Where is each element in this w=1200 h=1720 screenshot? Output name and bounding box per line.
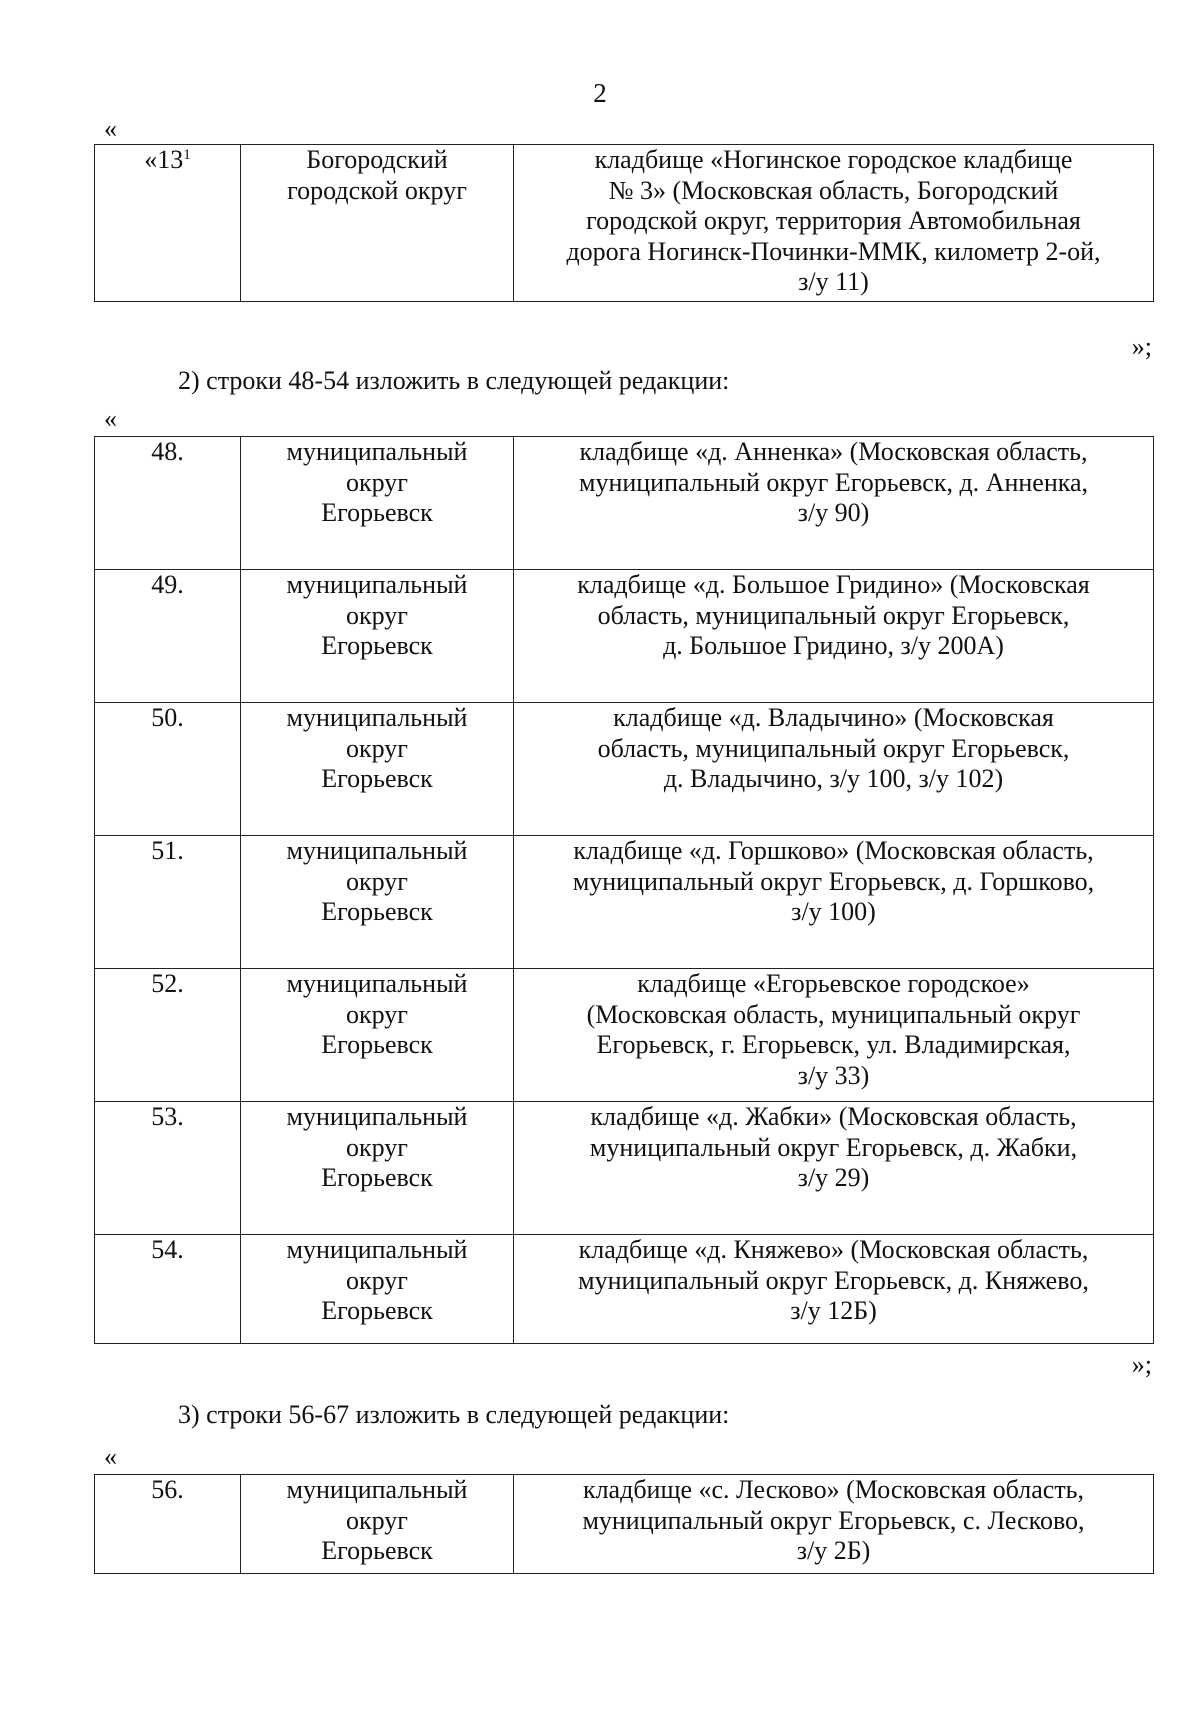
open-quote: « (104, 404, 117, 433)
table-row (95, 969, 1154, 1102)
district-cell: муниципальный округ Егорьевск (241, 570, 514, 703)
district-cell: муниципальный округ Егорьевск (241, 1475, 514, 1574)
row-number-superscript: 1 (183, 147, 191, 163)
row-number: 51. (95, 836, 241, 969)
district-cell: муниципальный округ Егорьевск (241, 1102, 514, 1235)
cemetery-description: кладбище «д. Владычино» (Московская область, муниципальный округ Егорьевск, д. Владычино, з/у 100, з/у 102) (514, 703, 1154, 836)
row-number: 56. (95, 1475, 241, 1574)
row-number: 50. (95, 703, 241, 836)
row-number: 53. (95, 1102, 241, 1235)
row-number: «$13^1$ (95, 145, 241, 302)
open-quote: « (104, 1442, 117, 1471)
district-cell: муниципальный округ Егорьевск (241, 1235, 514, 1344)
district-cell: муниципальный округ Егорьевск (241, 703, 514, 836)
table-row (95, 1475, 1154, 1574)
instruction-2: 2) строки 48-54 изложить в следующей редакции: (178, 366, 730, 395)
page-number: 2 (593, 78, 607, 108)
table-row (95, 1102, 1154, 1235)
row-number: 49. (95, 570, 241, 703)
table-section-3 (94, 1474, 1154, 1574)
table-section-1 (94, 144, 1154, 302)
close-quote: »; (1131, 1350, 1152, 1379)
cemetery-description: кладбище «д. Большое Гридино» (Московская область, муниципальный округ Егорьевск, д. Большое Гридино, з/у 200А) (514, 570, 1154, 703)
table-row (95, 703, 1154, 836)
table-row (95, 145, 1154, 302)
cemetery-description: кладбище «Ногинское городское кладбище № 3» (Московская область, Богородский городской округ, территория Автомобильная дорога Ногинск-Починки-ММК, километр 2-ой, з/у 11) (514, 145, 1154, 302)
district-cell: муниципальный округ Егорьевск (241, 969, 514, 1102)
table-row (95, 570, 1154, 703)
cemetery-description: кладбище «д. Жабки» (Московская область, муниципальный округ Егорьевск, д. Жабки, з/у 29) (514, 1102, 1154, 1235)
row-number: 54. (95, 1235, 241, 1344)
close-quote: »; (1131, 332, 1152, 361)
table-row (95, 836, 1154, 969)
district-cell: Богородский городской округ (241, 145, 514, 302)
instruction-3: 3) строки 56-67 изложить в следующей редакции: (178, 1400, 730, 1429)
open-quote: « (104, 114, 117, 143)
cemetery-description: кладбище «д. Княжево» (Московская область, муниципальный округ Егорьевск, д. Княжево, з/у 12Б) (514, 1235, 1154, 1344)
cemetery-description: кладбище «д. Анненка» (Московская область, муниципальный округ Егорьевск, д. Анненка, з/у 90) (514, 437, 1154, 570)
row-number: 48. (95, 437, 241, 570)
table-row (95, 437, 1154, 570)
cemetery-description: кладбище «д. Горшково» (Московская область, муниципальный округ Егорьевск, д. Горшково, з/у 100) (514, 836, 1154, 969)
cemetery-description: кладбище «Егорьевское городское» (Московская область, муниципальный округ Егорьевск, г. Егорьевск, ул. Владимирская, з/у 33) (514, 969, 1154, 1102)
table-section-2 (94, 436, 1154, 1344)
cemetery-description: кладбище «с. Лесково» (Московская область, муниципальный округ Егорьевск, с. Лесково, з/у 2Б) (514, 1475, 1154, 1574)
district-cell: муниципальный округ Егорьевск (241, 836, 514, 969)
district-cell: муниципальный округ Егорьевск (241, 437, 514, 570)
row-number: 52. (95, 969, 241, 1102)
table-row (95, 1235, 1154, 1344)
